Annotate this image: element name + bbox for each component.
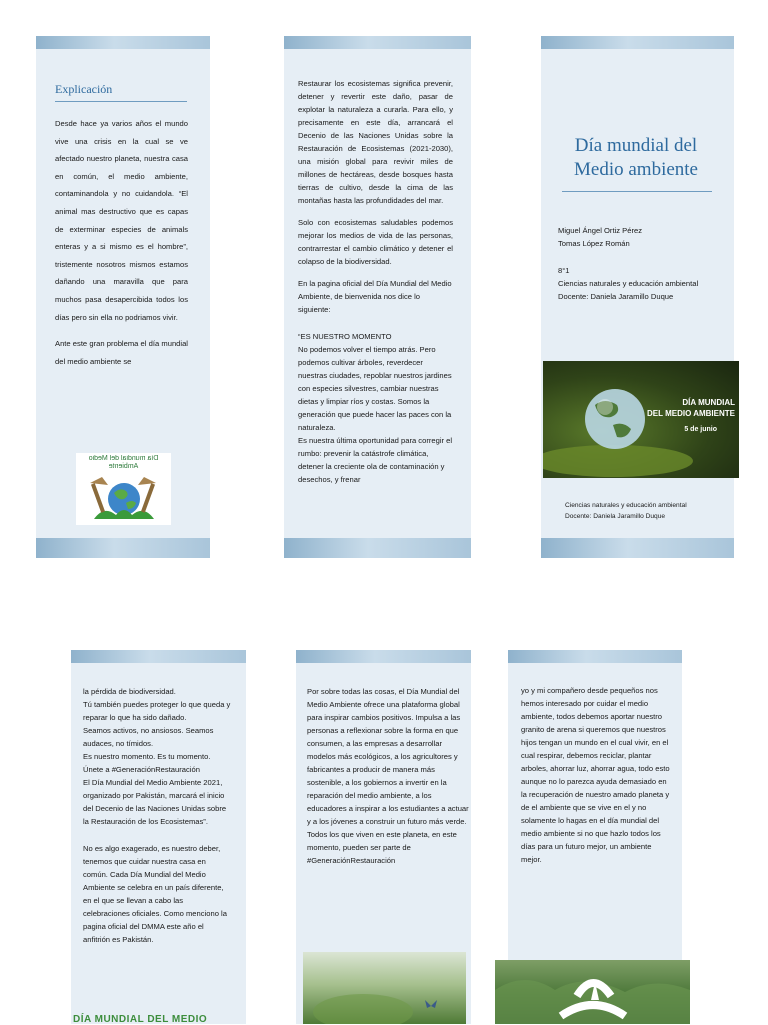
paragraph: la pérdida de biodiversidad. Tú también puedes proteger lo que queda y reparar lo que ha sido dañado. Seamos activos, no ansiosos. Seamos audaces, no tímidos. Es nuestro momento. Es tu momento. Únete a #GeneraciónRestauración El Día Mundial del Medio Ambiente 2021, organizado por Pakistán, marcará el inicio del Decenio de las Naciones Unidas sobre la Restauración de los Ecosistemas”. bbox=[83, 687, 231, 826]
explicacion-text bbox=[55, 115, 188, 379]
butterfly-icon bbox=[303, 952, 466, 1024]
reflexion-text: yo y mi compañero desde pequeños nos hemos interesado por cuidar el medio ambiente, todos debemos aportar nuestro granito de arena si queremos que nuestros hijos tengan un mundo en el cual vivir, en el cual respirar, debemos reciclar, plantar arboles, ahorrar luz, ahorrar agua, todo esto aunque no lo parezca ayuda demasiado en la recuperación de nuestro amado planeta y de el ambiente que se vive en el y no solamente lo hagas en el día mundial del medio ambiente si no que hazlo todos los días para un futuro mejor, un ambiente mejor. bbox=[521, 686, 670, 864]
paragraph: Restaurar los ecosistemas significa prevenir, detener y revertir este daño, pasar de explotar la naturaleza a curarla. Para ello, y precisamente en este día, arrancará el Decenio de las Naciones Unidas sobre la Restauración de Ecosistemas (2021-2030), una misión global para revivir miles de millones de hectáreas, desde bosques hasta tierras de cultivo, desde la cima de las montañas hasta las profundidades del mar. bbox=[298, 79, 453, 205]
environment-day-logo bbox=[76, 453, 171, 525]
continuation-text bbox=[83, 685, 231, 955]
image-caption: DÍA MUNDIAL DEL MEDIO AMBIENTE bbox=[646, 398, 735, 418]
panel-top-bar bbox=[508, 650, 682, 663]
section-title-explicacion: Explicación bbox=[55, 82, 113, 96]
mountains-logo-photo bbox=[495, 960, 690, 1024]
panel-top-bar bbox=[541, 36, 734, 49]
panel-top-bar bbox=[71, 650, 246, 663]
panel-bottom-bar bbox=[284, 538, 471, 558]
title-underline bbox=[55, 101, 187, 102]
image-date: 5 de junio bbox=[684, 426, 717, 433]
earth-tree-icon bbox=[76, 453, 171, 525]
authors: Miguel Ángel Ortiz Pérez Tomas López Román bbox=[558, 226, 642, 248]
cover-footer: Ciencias naturales y educación ambiental Docente: Daniela Jaramillo Duque bbox=[565, 502, 687, 520]
paragraph: No es algo exagerado, es nuestro deber, tenemos que cuidar nuestra casa en común. Cada Día Mundial del Medio Ambiente se celebra en un país diferente, en el que se llevan a cabo las celebraciones oficiales. Como menciono la pagina oficial del DMMA este año el anfitrión es Pakistán. bbox=[83, 844, 227, 944]
course-info: 8°1 Ciencias naturales y educación ambiental Docente: Daniela Jaramillo Duque bbox=[558, 266, 699, 301]
bottom-heading: DÍA MUNDIAL DEL MEDIO bbox=[73, 1014, 208, 1025]
quote-paragraph: “ES NUESTRO MOMENTO No podemos volver el tiempo atrás. Pero podemos cultivar árboles, reverdecer nuestras ciudades, repoblar nuestros jardines con especies silvestres, cambiar nuestras dietas y limpiar ríos y costas. Somos la generación que puede hacer las paces con la naturaleza. Es nuestra última oportunidad para corregir el rumbo: prevenir la catástrofe climática, detener la creciente ola de contaminación y desechos, y frenar bbox=[298, 332, 453, 484]
cover-title: Día mundial del Medio ambiente bbox=[574, 135, 698, 180]
logo-text: Día mundial del Medio Ambiente bbox=[88, 455, 159, 470]
paragraph: Ante este gran problema el día mundial del medio ambiente se bbox=[55, 339, 188, 366]
hands-nature-photo bbox=[303, 952, 466, 1024]
panel-bottom-bar bbox=[36, 538, 210, 558]
inspiracion-text: Por sobre todas las cosas, el Día Mundial del Medio Ambiente ofrece una plataforma global para inspirar cambios positivos. Impulsa a las personas a reflexionar sobre la forma en que consumen, a las empresas a desarrollar modelos más ecológicos, a los agricultores y fabricantes a producir de manera más sostenible, a los gobiernos a invertir en la reparación del medio ambiente, a los educadores a inspirar a los estudiantes a actuar y a los jóvenes a construir un futuro más verde. Todos los que viven en este planeta, en este momento, pueden ser parte de #GeneraciónRestauración bbox=[307, 687, 469, 865]
paragraph: Desde hace ya varios años el mundo vive una crisis en la cual se ve afectado nuestro planeta, nuestra casa en común, el medio ambiente, contaminandola y no cuidandola. “El animal mas destructivo que es capas de exterminar especies de animals enteras y a si mismo es el hombre”, tristemente nosotros mismos estamos dañando una maravilla que para muchos pasa desapercibida todos los días pero sin ella no podriamos vivir. bbox=[55, 119, 188, 322]
panel-top-bar bbox=[36, 36, 210, 49]
panel-bottom-bar bbox=[541, 538, 734, 558]
panel-top-bar bbox=[296, 650, 471, 663]
paragraph: En la pagina oficial del Día Mundial del Medio Ambiente, de bienvenida nos dice lo siguiente: bbox=[298, 279, 452, 314]
environment-logo-icon bbox=[495, 960, 690, 1024]
title-underline bbox=[562, 191, 712, 192]
globe-icon bbox=[543, 361, 739, 478]
earth-globe-photo bbox=[543, 361, 739, 478]
paragraph: Solo con ecosistemas saludables podemos mejorar los medios de vida de las personas, contrarrestar el cambio climático y detener el colapso de la biodiversidad. bbox=[298, 218, 453, 266]
panel-top-bar bbox=[284, 36, 471, 49]
restauracion-text bbox=[298, 77, 453, 495]
